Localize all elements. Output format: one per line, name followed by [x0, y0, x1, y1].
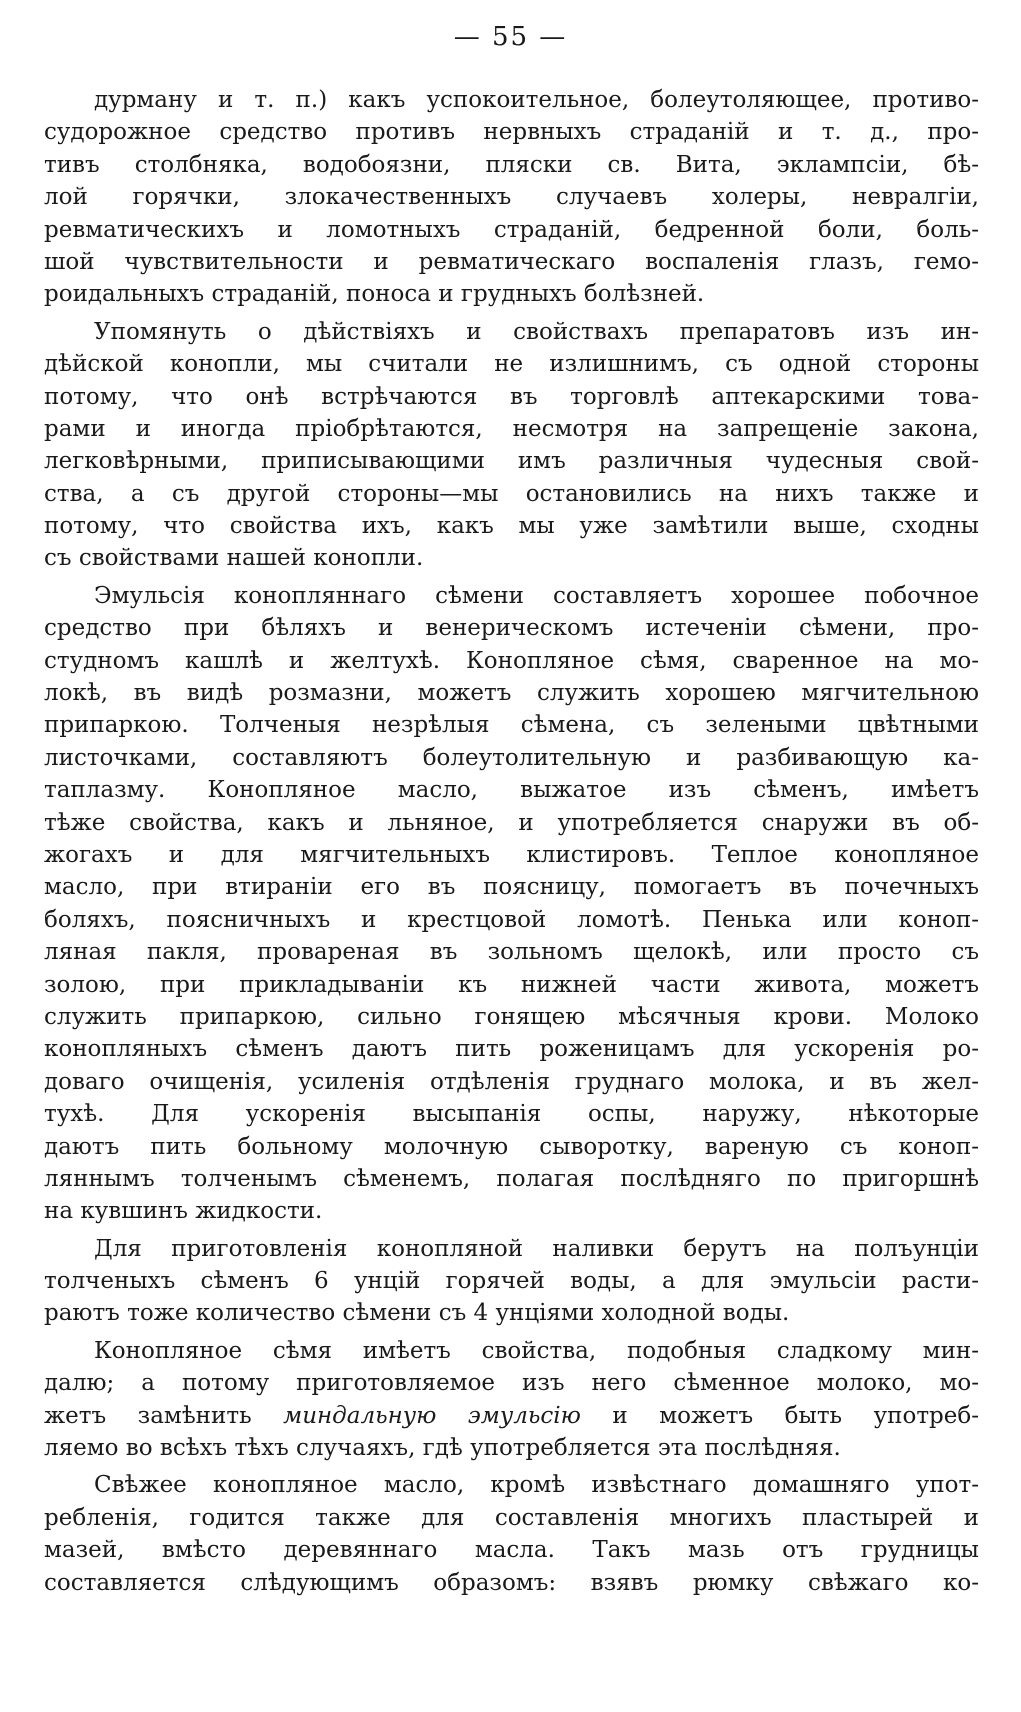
- text-line: даютъ пить больному молочную сыворотку, вареную съ коноп-: [44, 1133, 979, 1160]
- text-line: Упомянуть о дѣйствіяхъ и свойствахъ препаратовъ изъ ин-: [94, 318, 979, 345]
- emphasized-text: миндальную эмульсію: [283, 1402, 581, 1429]
- paragraph: [44, 316, 979, 575]
- text-line: потому, что свойства ихъ, какъ мы уже замѣтили выше, сходны: [44, 513, 979, 540]
- text-line: таплазму. Конопляное масло, выжатое изъ сѣменъ, имѣетъ: [44, 777, 979, 804]
- body-text: [44, 84, 979, 1599]
- text-line: тухѣ. Для ускоренія высыпанія оспы, наружу, нѣкоторые: [44, 1101, 979, 1128]
- text-line: ляемо во всѣхъ тѣхъ случаяхъ, гдѣ употребляется эта послѣдняя.: [44, 1435, 841, 1462]
- page-number: — 55 —: [453, 22, 568, 52]
- text-line: припаркою. Толченыя незрѣлыя сѣмена, съ зелеными цвѣтными: [44, 712, 979, 739]
- paragraph: [44, 1469, 979, 1599]
- text-line: ства, а съ другой стороны—мы остановились на нихъ также и: [44, 480, 979, 507]
- paragraph: [44, 580, 979, 1228]
- paragraph: [44, 1233, 979, 1330]
- text-line: жогахъ и для мягчительныхъ клистировъ. Теплое конопляное: [44, 841, 979, 868]
- text-line: далю; а потому приготовляемое изъ него сѣменное молоко, мо-: [44, 1370, 979, 1397]
- text-line: золою, при прикладываніи къ нижней части живота, можетъ: [44, 971, 979, 998]
- text-line: средство при бѣляхъ и венерическомъ истеченіи сѣмени, про-: [44, 615, 979, 642]
- text-line: ляннымъ толченымъ сѣменемъ, полагая послѣдняго по пригоршнѣ: [44, 1165, 979, 1192]
- text-line: потому, что онѣ встрѣчаются въ торговлѣ аптекарскими това-: [44, 383, 979, 410]
- paragraph: [44, 1335, 979, 1465]
- text-line: раютъ тоже количество сѣмени съ 4 унціями холодной воды.: [44, 1300, 790, 1327]
- text-line: Свѣжее конопляное масло, кромѣ извѣстнаго домашняго упот-: [94, 1472, 979, 1499]
- text-line: ревматическихъ и ломотныхъ страданій, бедренной боли, боль-: [44, 216, 979, 243]
- text-line: дурману и т. п.) какъ успокоительное, болеутоляющее, противо-: [94, 87, 979, 113]
- text-line: Для приготовленія конопляной наливки берутъ на полъунціи: [94, 1235, 979, 1262]
- text-line: дѣйской конопли, мы считали не излишнимъ, съ одной стороны: [44, 351, 979, 378]
- text-line: тивъ столбняка, водобоязни, пляски св. Вита, эклампсіи, бѣ-: [44, 151, 979, 178]
- text-line: Эмульсія конопляннаго сѣмени составляетъ хорошее побочное: [94, 582, 979, 609]
- text-line: конопляныхъ сѣменъ даютъ пить роженицамъ для ускоренія ро-: [44, 1036, 979, 1063]
- text-line: локѣ, въ видѣ розмазни, можетъ служить хорошею мягчительною: [44, 680, 979, 707]
- text-line: студномъ кашлѣ и желтухѣ. Конопляное сѣмя, сваренное на мо-: [44, 647, 979, 674]
- text-line: съ свойствами нашей конопли.: [44, 545, 424, 572]
- text-line: ребленія, годится также для составленія многихъ пластырей и: [44, 1504, 979, 1531]
- text-line: роидальныхъ страданій, поноса и грудныхъ болѣзней.: [44, 281, 705, 308]
- text-line: доваго очищенія, усиленія отдѣленія груднаго молока, и въ жел-: [44, 1068, 979, 1095]
- text-line: толченыхъ сѣменъ 6 унцій горячей воды, а для эмульсіи расти-: [44, 1268, 979, 1295]
- text-line: на кувшинъ жидкости.: [44, 1198, 323, 1225]
- text-line: тѣже свойства, какъ и льняное, и употребляется снаружи въ об-: [44, 809, 979, 836]
- text-line: лой горячки, злокачественныхъ случаевъ холеры, невралгіи,: [44, 184, 979, 211]
- text-line: судорожное средство противъ нервныхъ страданій и т. д., про-: [44, 119, 979, 146]
- text-line: легковѣрными, приписывающими имъ различныя чудесныя свой-: [44, 448, 979, 475]
- paragraph: [44, 84, 979, 311]
- text-line: боляхъ, поясничныхъ и крестцовой ломотѣ. Пенька или коноп-: [44, 906, 979, 933]
- text-line: служить припаркою, сильно гонящею мѣсячныя крови. Молоко: [44, 1003, 979, 1030]
- text-line: жетъ замѣнить миндальную эмульсію и можетъ быть употреб-: [44, 1402, 979, 1429]
- text-line: мазей, вмѣсто деревяннаго масла. Такъ мазь отъ грудницы: [44, 1537, 979, 1564]
- text-line: ляная пакля, провареная въ зольномъ щелокѣ, или просто съ: [44, 939, 979, 966]
- text-line: шой чувствительности и ревматическаго воспаленія глазъ, гемо-: [44, 248, 979, 275]
- text-line: составляется слѣдующимъ образомъ: взявъ рюмку свѣжаго ко-: [44, 1569, 979, 1596]
- text-line: Конопляное сѣмя имѣетъ свойства, подобныя сладкому мин-: [94, 1337, 979, 1364]
- text-line: рами и иногда пріобрѣтаются, несмотря на запрещеніе закона,: [44, 415, 979, 442]
- text-line: листочками, составляютъ болеутолительную и разбивающую ка-: [44, 744, 979, 771]
- text-line: масло, при втираніи его въ поясницу, помогаетъ въ почечныхъ: [44, 874, 979, 901]
